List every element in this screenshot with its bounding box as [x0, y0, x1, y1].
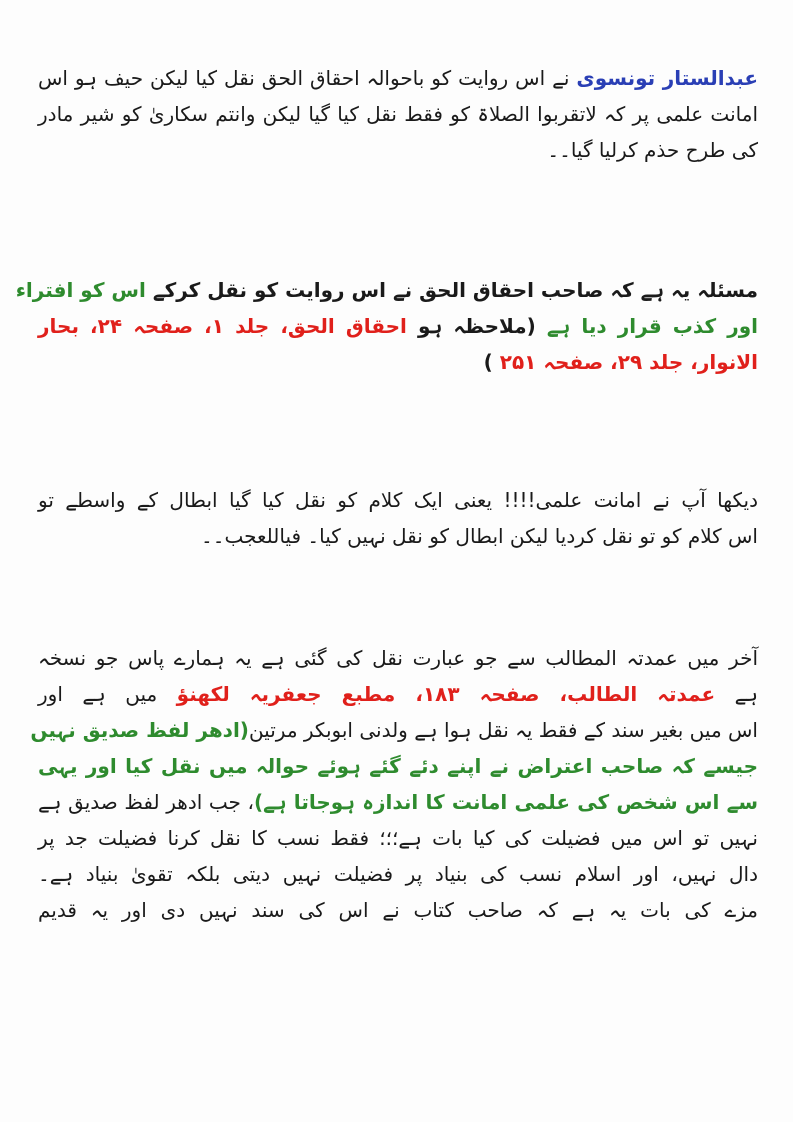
p1-line-1: عبدالستار تونسوی نے اس روایت کو باحوالہ احقاق الحق نقل کیا لیکن حیف ہو اس [38, 66, 758, 90]
p4-line-8: مزے کی بات یہ ہے کہ صاحب کتاب نے اس کی سند نہیں دی اور یہ قدیم [38, 898, 758, 922]
p4-line-1: آخر میں عمدتہ المطالب سے جو عبارت نقل کی گئی ہے یہ ہمارے پاس جو نسخہ [38, 646, 758, 670]
highlight-green: (ادھر لفظ صدیق نہیں [30, 718, 249, 742]
p4-line-6: نہیں تو اس میں فضیلت کی کیا بات ہے؛؛؛ فقط نسب کا نقل کرنا فضیلت جد پر [38, 826, 758, 850]
paragraph-4 [30, 640, 759, 928]
highlight-green: سے اس شخص کی علمی امانت کا اندازہ ہوجاتا ہے) [254, 790, 758, 814]
paragraph-1 [38, 60, 758, 168]
paragraph-2 [15, 272, 758, 380]
p4-line-7: دال نہیں، اور اسلام نسب کی بنیاد پر فضیلت نہیں دیتی بلکہ تقویٰ بنیاد ہے۔ [38, 862, 758, 886]
reference-red: عمدتہ الطالب، صفحہ ۱۸۳، مطبع جعفریہ لکھنؤ [176, 682, 716, 706]
reference-red: الانوار، جلد ۲۹، صفحہ ۲۵۱ [499, 350, 758, 374]
p2-line-3: الانوار، جلد ۲۹، صفحہ ۲۵۱ ) [483, 350, 758, 374]
p3-line-2: اس کلام کو تو نقل کردیا لیکن ابطال کو نقل نہیں کیا۔ فیاللعجب۔۔ [201, 524, 758, 548]
p4-line-4: جیسے کہ صاحب اعتراض نے اپنے دئے گئے ہوئے حوالہ میں نقل کیا اور یہی [38, 754, 758, 778]
author-name: عبدالستار تونسوی [576, 66, 758, 90]
paragraph-3 [38, 482, 758, 554]
p2-line-2: اور کذب قرار دیا ہے (ملاحظہ ہو احقاق الحق، جلد ۱، صفحہ ۲۴، بحار [38, 314, 758, 338]
p4-line-3: اس میں بغیر سند کے فقط یہ نقل ہوا ہے ولدنی ابوبکر مرتین(ادھر لفظ صدیق نہیں [30, 718, 758, 742]
p3-line-1: دیکھا آپ نے امانت علمی!!!! یعنی ایک کلام کو نقل کیا گیا ابطال کے واسطے تو [38, 488, 758, 512]
p1-line-2: امانت علمی پر کہ لاتقربوا الصلاۃ کو فقط نقل کیا گیا لیکن وانتم سکاریٰ کو شیر مادر [38, 102, 758, 126]
highlight-green: اور کذب قرار دیا ہے [546, 314, 758, 338]
p4-line-2: ہے عمدتہ الطالب، صفحہ ۱۸۳، مطبع جعفریہ لکھنؤ میں ہے اور [38, 682, 759, 706]
p1-line-3: کی طرح حذم کرلیا گیا۔۔ [547, 138, 758, 162]
p2-line-1: مسئلہ یہ ہے کہ صاحب احقاق الحق نے اس روایت کو نقل کرکے اس کو افتراء [15, 278, 758, 302]
p4-line-5: سے اس شخص کی علمی امانت کا اندازہ ہوجاتا ہے)، جب ادھر لفظ صدیق ہے [38, 790, 758, 814]
reference-red: احقاق الحق، جلد ۱، صفحہ ۲۴، بحار [38, 314, 407, 338]
highlight-green: اس کو افتراء [15, 278, 146, 302]
